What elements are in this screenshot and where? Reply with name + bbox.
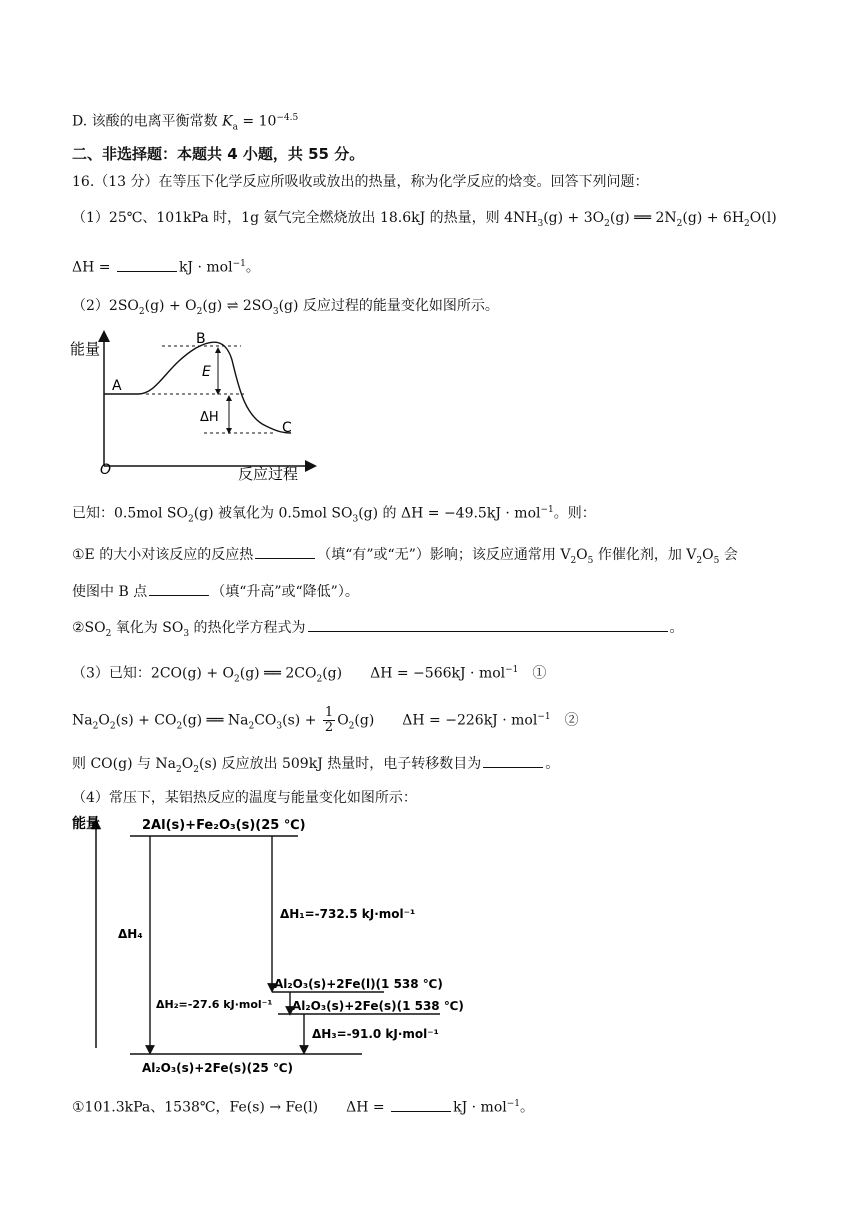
fraction-half: $\frac{1}{2}$ [324, 705, 334, 736]
x-axis-label: 反应过程 [238, 465, 299, 483]
q16-part3-question: 则 CO(g) 与 $Na_2O_2(s)$ 反应放出 509kJ 热量时，电子转移数目为 。 [72, 752, 559, 780]
q16-sub1: ①E 的大小对该反应的反应热 （填“有”或“无”）影响；该反应通常用 $V_2O_5$ 作催化剂，加 $V_2O_5$ 会 [72, 543, 738, 571]
dh-label: ΔH [200, 410, 219, 425]
q16-part3-eq2: $Na_2O_2(s) + CO_2(g)$ ══ $Na_2CO_3(s)$ + $\frac{1}{2}$ $O_2(g)$ ΔH = −226kJ · mol$^{-1}$ ② [72, 705, 579, 736]
q16-sub2: $②SO_2$ 氧化为 $SO_3$ 的热化学方程式为 。 [72, 616, 684, 644]
dh2-label: ΔH₂=-27.6 kJ·mol⁻¹ [156, 998, 273, 1011]
q16-part4: （4）常压下，某铝热反应的温度与能量变化如图所示： [72, 790, 417, 806]
q16-part1: （1）25℃、101kPa 时，1g 氨气完全燃烧放出 18.6kJ 的热量，则 $4NH_3(g) + 3O_2(g)$ ══ $2N_2(g) + 6H_2O(l)$ [72, 210, 777, 229]
answer-blank[interactable] [391, 1096, 451, 1112]
q16-part4-question: ①101.3kPa、1538℃，Fe(s) → Fe(l) ΔH = kJ · mol$^{-1}$。 [72, 1094, 534, 1118]
dh4-label: ΔH₄ [118, 927, 143, 941]
point-c-label: C [282, 420, 292, 436]
q16-part3: （3）已知：$2CO(g) + O_2(g)$ ══ $2CO_2(g)$ ΔH = −566kJ · mol$^{-1}$ ① [72, 665, 547, 685]
energy-diagram-1 [66, 326, 326, 486]
mid1-level-label: Al₂O₃(s)+2Fe(l)(1 538 ℃) [274, 977, 443, 991]
mid2-level-label: Al₂O₃(s)+2Fe(s)(1 538 ℃) [292, 999, 464, 1013]
top-level-label: 2Al(s)+Fe₂O₃(s)(25 ℃) [142, 818, 306, 833]
answer-blank[interactable] [117, 256, 177, 272]
q16-part2: $(2)2SO_2(g) + O_2(g)$ ⇌ $2SO_3(g)$ 反应过程的能量变化如图所示。 [72, 298, 499, 317]
reaction-curve [104, 342, 291, 433]
dh1-label: ΔH₁=-732.5 kJ·mol⁻¹ [280, 907, 416, 921]
q16-known: 已知：0.5mol $SO_2(g)$ 被氧化为 0.5mol $SO_3(g)$ 的 ΔH = −49.5kJ · mol$^{-1}$。则： [72, 505, 596, 525]
q16-sub1-cont: 使图中 B 点 （填“升高”或“降低”）。 [72, 580, 359, 602]
origin-label: O [100, 462, 112, 478]
e-label: E [202, 364, 211, 380]
option-d: D. 该酸的电离平衡常数 $K_a = 10^{-4.5}$ [72, 113, 299, 133]
bottom-level-label: Al₂O₃(s)+2Fe(s)(25 ℃) [142, 1061, 293, 1075]
answer-blank[interactable] [483, 752, 543, 768]
q16-part1-answer: ΔH = kJ · mol$^{-1}$。 [72, 254, 260, 278]
answer-blank[interactable] [149, 580, 209, 596]
point-b-label: B [196, 331, 206, 347]
answer-blank[interactable] [308, 616, 668, 632]
q16-intro: 16.（13 分）在等压下化学反应所吸收或放出的热量，称为化学反应的焓变。回答下列问题： [72, 174, 649, 190]
dh3-label: ΔH₃=-91.0 kJ·mol⁻¹ [312, 1027, 439, 1041]
energy-diagram-2 [66, 810, 466, 1075]
y-axis-label: 能量 [72, 816, 100, 832]
point-a-label: A [112, 378, 122, 394]
section-heading: 二、非选择题：本题共 4 小题，共 55 分。 [72, 145, 365, 163]
y-axis-label: 能量 [70, 340, 101, 358]
answer-blank[interactable] [255, 543, 315, 559]
